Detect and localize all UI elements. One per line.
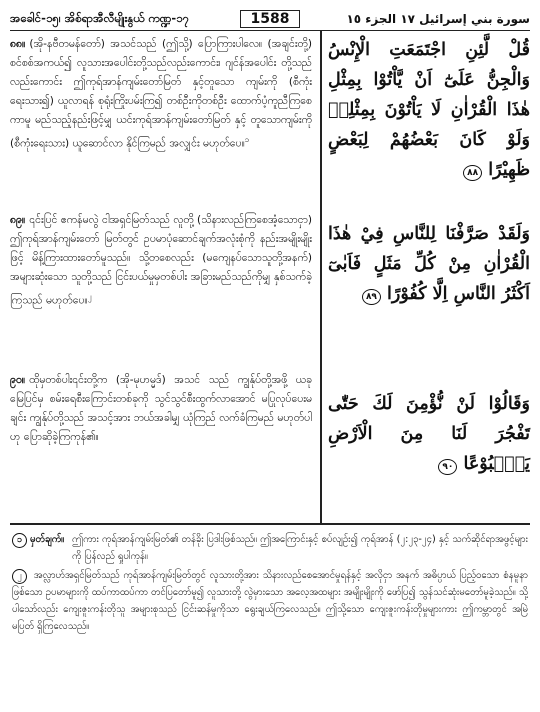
- page-header: [10, 8, 530, 31]
- verse-translation: [10, 35, 312, 211]
- footnote-item: [12, 567, 528, 635]
- arabic-verse: [328, 211, 530, 371]
- ayah-number-marker: ٨٩: [362, 289, 381, 305]
- ayah-number-marker: ٩٠: [438, 459, 457, 475]
- footnote-item: [12, 531, 528, 565]
- verse-number: ၈၈။: [10, 38, 26, 50]
- footnote-marker: ၁: [12, 533, 27, 548]
- ayah-number-marker: ٨٨: [463, 165, 482, 181]
- verse-text: (အို-နဗီတမန်တော်) အသင်သည် (ဤသို့) ပြောကြားပါလေ။ (အချင်းတို့) စင်စစ်အကယ်၍ လူသားအပေါင်းတို့သည်လည်းကောင်း၊ ဂျင်န်အပေါင်း တို့သည်လည်းကောင်း ဤကုရ်အာန်ကျမ်းတော်မြတ် နှင့်တူသော ကျမ်းကို (စီကုံးရေးသား၍) ယူလာရန် စုရုံးကြိုးပမ်းကြ၍ တစ်ဦးကိုတစ်ဦး ထောက်ပံ့ကူညီကြစေကာမူ မည်သည့်နည်းဖြင့်မျှ ယင်းကုရ်အာန်ကျမ်းတော်မြတ် နှင့် တူသောကျမ်းကို (စီကုံးရေးသား) ယူဆောင်လာ နိုင်ကြမည် အလျှင်း မဟုတ်ပေ။: [10, 38, 312, 150]
- footnote-text: ဤကား ကုရ်အာန်ကျမ်းမြတ်၏ တန်ခိုး ပြဒါးဖြစ်သည်။ ဤအကြောင်းနှင့် စပ်လျဉ်း၍ ကုရ်အာန် (၂:၂၃-၂၄) နှင့် သက်ဆိုင်ရာအဖွင့်များကို ပြန်လည် ရှုပါကုန်။: [72, 534, 528, 562]
- verse-number: ၈၉။: [10, 214, 26, 226]
- arabic-verse-text: قُلْ لَّئِنِ اجْتَمَعَتِ الْإِنْسُ وَالْجِنُّ عَلَىٰٓ اَنْ يَّاْتُوْا بِمِثْلِ هٰذَا الْقُرْاٰنِ لَا يَاْتُوْنَ بِمِثْلِهٖ وَلَوْ كَانَ بَعْضُهُمْ لِبَعْضٍ ظَهِيْرًا: [328, 40, 530, 180]
- footnote-marker: ၂: [12, 569, 27, 584]
- arabic-verse-text: وَقَالُوْا لَنْ نُّؤْمِنَ لَكَ حَتّٰى تَفْجُرَ لَنَا مِنَ الْاَرْضِ يَنْۢبُوْعًا: [328, 394, 530, 474]
- verses-body: [10, 31, 530, 525]
- footnote-ref: ၂: [87, 292, 92, 301]
- verse-translation: [10, 371, 312, 521]
- footnotes: [10, 525, 530, 635]
- verse-text: ၎င်းပြင် ဧကန်မလွဲ ငါအရှင်မြတ်သည် လူတို့ (သိနားလည်ကြစေအံ့သောငှာ) ဤကုရ်အာန်ကျမ်းတော် မြတ်တွင် ဥပမာပုံဆောင်ချက်အလုံးစုံကို နည်းအမျိုးမျိုး ဖြင့် မိန့်ကြားထားတော်မူသည်။ သို့တစေလည်း (မကျေနပ်သောသူတို့အနက်) အများဆုံးသော သူတို့သည် ငြင်းပယ်မှုမှတစ်ပါး အခြားမည်သည်ကိုမျှ နှစ်သက်ခဲ့ ကြသည် မဟုတ်ပေ။: [10, 214, 312, 307]
- footnote-ref: ၁: [244, 135, 250, 144]
- header-arabic-title: سورة بني إسرائيل ١٧ الجزء ١٥: [346, 12, 530, 26]
- arabic-verse: [328, 35, 530, 211]
- arabic-column: [322, 31, 530, 523]
- page-number: 1588: [240, 10, 301, 28]
- verse-translation: [10, 211, 312, 371]
- header-chapter-title: အခေါင်-၁၅၊ အိစ်ရာအီလီမျိုးနွယ် ကဏ္ဍ-၁၇: [10, 10, 190, 25]
- footnotes-title: ၁ မှတ်ချက်။: [12, 531, 64, 565]
- arabic-verse-text: وَلَقَدْ صَرَّفْنَا لِلنَّاسِ فِيْ هٰذَا الْقُرْاٰنِ مِنْ كُلِّ مَثَلٍ فَاَبٰىٓ اَكْثَرُ النَّاسِ اِلَّا كُفُوْرًا: [328, 224, 530, 304]
- verse-number: ၉၀။: [10, 374, 26, 386]
- arabic-verse: [328, 371, 530, 521]
- footnote-text: အလ္လာဟ်အရှင်မြတ်သည် ကုရ်အာန်ကျမ်းမြတ်တွင် လူသားတို့အား သိနားလည်စေအောင်မှုရန်နှင့် အလိုငှာ အနက် အဓိပ္ပာယ် ပြည့်ဝသော စံနမူနာဖြစ်သော ဥပမာများကို ထပ်ကာထပ်ကာ တင်ပြတော်မူ၍ လူသားတို့ လွဲမှားသော အလေ့အထများ အမျိုးမျိုးကို ဖော်ပြ၍ သွန်သင်ဆုံးမတော်မူခဲ့သည်။ သို့ပါသော်လည်း ကျေးဇူးကန်းတိုသူ အများစုသည် ငြင်းဆန်မှုကိုသာ ရွေးချယ်ကြလေသည်။ ဤသို့သော ကျေးဇူးကန်းတိုမှုများကား ဤကမ္ဘာတွင် အမြဲမပြတ် ရှိကြလေသည်။: [12, 570, 528, 632]
- translation-column: [10, 31, 322, 523]
- verse-text: ထိုမှတစ်ပါး၎င်းတို့က (အို-မုဟမ္မဒ်) အသင် သည် ကျွန်ုပ်တို့အဖို့ ယခုမြေပြင်မှ စမ်းရေစီးကြောင်းတစ်ခုကို သွင်သွင်စီးထွက်လာအောင် မပြုလုပ်ပေးမချင်း ကျွန်ုပ်တို့သည် အသင့်အား ဘယ်အခါမျှ ယုံကြည် လက်ခံကြမည် မဟုတ်ပါဟု ပြောဆိုခဲ့ကြကုန်၏။: [10, 374, 312, 443]
